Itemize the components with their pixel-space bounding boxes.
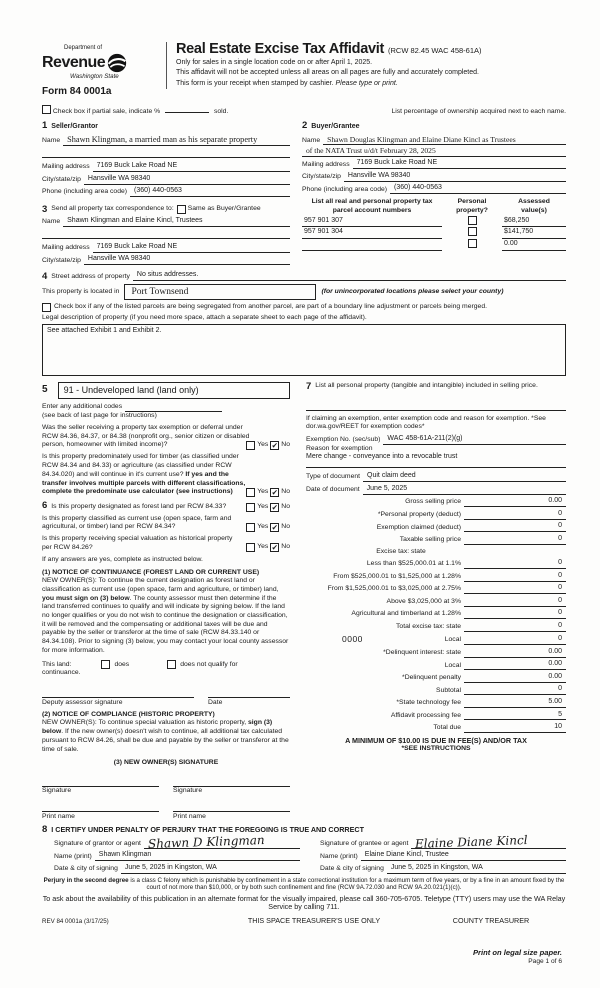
unincorporated-note: (for unincorporated locations please select your county)	[321, 287, 504, 295]
additional-codes-field[interactable]	[125, 403, 222, 412]
certification-section: 8 I CERTIFY UNDER PENALTY OF PERJURY THAT THE FOREGOING IS TRUE AND CORRECT Signature of grantor or agent Shawn D Klingman Name (print) Shawn Klingman Date & city of signing June 5, 2025 in Kingston, WA Signature of grantee or agent Elaine Diane Kincl Name (print) Elaine Diane Kincl, Trustee Date & city of signing June 5, 2025 in Kingston, WA	[42, 825, 566, 874]
minimum-due-note: A MINIMUM OF $10.00 IS DUE IN FEE(S) AND/OR TAX	[345, 735, 527, 745]
assessed-value-field[interactable]: $68,250	[502, 216, 566, 228]
buyer-column: 2 Buyer/Grantee Name Shawn Douglas Klingman and Elaine Diane Kincl as Trustees of the NATA Trust u/d/t February 28, 2025 Mailing address 7169 Buck Lake Road NE City/state/zip Hansville WA 98340 Phone (including area code) (360) 440-0563 List all real and personal property tax parcel account numbers Personal property? Assessed value(s) 957 901 307 $68,250 957 901 304 $141,750 0.00	[302, 121, 566, 265]
subtotal-field[interactable]: 0	[464, 685, 566, 695]
new-owner-printname-field[interactable]	[42, 802, 159, 812]
dept-of-label: Department of	[64, 45, 103, 51]
correspondence-city-field[interactable]: Hansville WA 98340	[84, 255, 290, 265]
parcel-table: List all real and personal property tax parcel account numbers Personal property? Assessed value(s) 957 901 307 $68,250 957 901 304 $141,750 0.00	[302, 198, 566, 250]
taxable-selling-price-field[interactable]: 0	[464, 535, 566, 545]
correspondence-name-field-2[interactable]	[42, 230, 290, 239]
correspondence-name-field[interactable]: Shawn Klingman and Elaine Kincl, Trustees	[63, 217, 290, 227]
land-does-not-checkbox[interactable]	[167, 660, 176, 669]
grantor-signature-field[interactable]	[144, 833, 300, 852]
correspondence-mailing-field[interactable]: 7169 Buck Lake Road NE	[93, 243, 290, 253]
assessed-value-field[interactable]: 0.00	[502, 239, 566, 251]
page-number: Page 1 of 6	[528, 957, 562, 965]
timber-yes-checkbox[interactable]	[246, 488, 255, 497]
grantor-date-city-field[interactable]: June 5, 2025 in Kingston, WA	[121, 864, 300, 874]
exemption-yes-checkbox[interactable]	[246, 441, 255, 450]
partial-sale-row	[42, 105, 228, 117]
legal-description-label: Legal description of property (if you need more space, attach a separate sheet to each page of the affidavit).	[42, 313, 367, 321]
grantor-signature-block: Signature of grantor or agent Shawn D Klingman Name (print) Shawn Klingman Date & city of signing June 5, 2025 in Kingston, WA	[54, 835, 300, 874]
county-treasurer-label: COUNTY TREASURER	[452, 916, 530, 926]
notice1-title: (1) NOTICE OF CONTINUANCE (FOREST LAND OR CURRENT USE)	[42, 568, 260, 576]
grantor-signature-script: Shawn D Klingman	[147, 833, 265, 852]
see-instructions-note: *SEE INSTRUCTIONS	[401, 744, 471, 752]
county-select[interactable]: Port Townsend	[124, 284, 316, 300]
title-block	[166, 42, 566, 89]
gross-selling-price-field[interactable]: 0.00	[464, 497, 566, 507]
partial-sale-percent-input[interactable]	[165, 112, 209, 113]
tax-tier1-field[interactable]: 0	[464, 559, 566, 569]
buyer-city-field[interactable]: Hansville WA 98340	[344, 172, 566, 182]
exemption-question: Was the seller receiving a property tax exemption or deferral under RCW 84.36, 84.37, or 84.38 (nonprofit org., senior citizen or disabled person, homeowner with limited income)? Yes ✔ No	[42, 423, 290, 450]
dor-logo-block	[42, 42, 160, 98]
grantee-signature-block: Signature of grantee or agent Elaine Diane Kincl Name (print) Elaine Diane Kincl, Trustee Date & city of signing June 5, 2025 in Kingston, WA	[320, 835, 566, 874]
revenue-logo-icon	[107, 53, 127, 73]
treasurer-use-label: THIS SPACE TREASURER'S USE ONLY	[247, 916, 381, 926]
exemption-note: If claiming an exemption, enter exemption code and reason for exemption. *See dor.wa.gov/REET for exemption codes*	[306, 414, 546, 431]
land-use-code-field[interactable]: 91 - Undeveloped land (land only)	[58, 382, 290, 399]
buyer-name-field[interactable]: Shawn Douglas Klingman and Elaine Diane Kincl as Trustees	[323, 135, 566, 146]
local-tax-field[interactable]: 0	[464, 635, 566, 645]
street-address-field[interactable]: No situs addresses.	[133, 271, 566, 281]
grantee-signature-script: Elaine Diane Kincl	[415, 833, 529, 852]
timber-question: Is this property predominately used for timber (as classified under RCW 84.34 and 84.33) or agriculture (as classified under RCW 84.34.020) and will continue in it's current use? If yes and the transfer involves multiple parcels with different classifications, complete the predominate use calculator (see instructions) Yes ✔ No	[42, 453, 290, 497]
parcel-number-field[interactable]: 957 901 307	[302, 216, 442, 228]
ownership-note: List percentage of ownership acquired next to each name.	[391, 108, 566, 116]
correspondence-label: Send all property tax correspondence to:	[51, 205, 174, 213]
grantee-signature-field[interactable]	[411, 833, 566, 852]
notice2-title: (2) NOTICE OF COMPLIANCE (HISTORIC PROPERTY)	[42, 710, 215, 718]
delinquent-interest-state-field[interactable]: 0.00	[464, 648, 566, 658]
grantee-printname-field[interactable]: Elaine Diane Kincl, Trustee	[361, 851, 566, 861]
affidavit-processing-fee-field[interactable]: 5	[464, 711, 566, 721]
tax-tier3-field[interactable]: 0	[464, 584, 566, 594]
total-excise-state-field[interactable]: 0	[464, 622, 566, 632]
personal-property-checkbox[interactable]	[468, 239, 477, 248]
revenue-wordmark: Revenue	[42, 53, 106, 71]
same-as-buyer-label: Same as Buyer/Grantee	[187, 205, 261, 213]
perjury-note: Perjury in the second degree is a class C felony which is punishable by confinement in a state correctional institution for a maximum term of five years, or by a fine in an amount fixed by the court of not more than $10,000, or by both such confinement and fine (RCW 9A.72.030 and RCW 9A.20.021(1)(c)).	[43, 876, 565, 892]
tax-tier4-field[interactable]: 0	[464, 597, 566, 607]
historical-no-checkbox[interactable]: ✔	[271, 543, 278, 553]
land-does-checkbox[interactable]	[101, 660, 110, 669]
tax-column: 7 List all personal property (tangible and intangible) included in selling price. If claiming an exemption, enter exemption code and reason for exemption. *See dor.wa.gov/REET for exemption codes* Exemption No. (sec/sub) WAC 458-61A-211(2)(g) Reason for exemption Mere change - conveyance into a revocable trust Type of document Quit claim deed Date of document June 5, 2025 Gross selling price 0.00 *Personal property (deduct) 0 Exemption claimed (deduct) 0 Taxable selling price 0 Excise tax: state Less than $525,000.01 at 1.1% 0 From $525,000.01 to $1,525,000 at 1.28% 0 From $1,525,000.01 to $3,025,000 at 2.75% 0 Above $3,025,000 at 3% 0 Agricultural and timberland at 1.28% 0 Total excise tax: state 0 0000 Local 0 *Delinquent interest: state 0.00 Local 0.00 *Delinquent penalty 0.00 Subtotal 0 *State technology fee 5.00 Affidavit processing fee 5 Total due 10 A MINIMUM OF $10.00 IS DUE IN FEE(S) AND/OR TAX *SEE INSTRUCTIONS	[306, 382, 566, 821]
form-number: Form 84 0001a	[42, 85, 112, 97]
delinquent-interest-local-field[interactable]: 0.00	[464, 660, 566, 670]
document-type-field[interactable]: Quit claim deed	[363, 472, 566, 482]
print-legal-note: Print on legal size paper.	[472, 948, 562, 957]
exemption-claimed-field[interactable]: 0	[464, 522, 566, 532]
rev-number: REV 84 0001a (3/17/25)	[42, 918, 109, 926]
forest-question: 6 Is this property designated as forest land per RCW 84.33? Yes ✔ No	[42, 499, 290, 512]
seller-phone-field[interactable]: (360) 440-0563	[130, 187, 290, 197]
use-classification-column: 5 91 - Undeveloped land (land only) Enter any additional codes (see back of last page for instructions) Was the seller receiving a property tax exemption or deferral under RCW 84.36, 84.37, or 84.38 (nonprofit org., senior citizen or disabled person, homeowner with limited income)? Yes ✔ No Is this property predominately used for timber (as classified under RCW 84.34 and 84.33) or agriculture (as classified under RCW 84.34.020) and will continue in it's current use? If yes and the transfer involves multiple parcels with different classifications, complete the predominate use calculator (see instructions) Yes ✔ No 6 Is this property designated as forest land per RCW 84.33? Yes ✔ No Is this property classified as current use (open space, farm and agricultural, or timber) land per RCW 84.34? Yes ✔ No Is this property receiving special valuation as historical property per RCW 84.26? Yes ✔ No If any answers are yes, complete as instructed below. (1) NOTICE OF CONTINUANCE (FOREST LAND OR CURRENT USE) NEW OWNER(S): To continue the current designation as forest land or classification as current use (open space, farm and agriculture, or timber) land, you must sign on (3) below. The county assessor must then determine if the land transferred continues to qualify and will indicate by signing below. If the land no longer qualifies or you do not wish to continue the designation or classification, it will be removed and the compensating or additional taxes will be due and payable by the seller or transferor at the time of sale (RCW 84.33.140 or 84.34.108). Prior to signing (3) below, you may contact your local county assessor for more information. This land: does does not qualify for continuance. Deputy assessor signature Date (2) NOTICE OF COMPLIANCE (HISTORIC PROPERTY) NEW OWNER(S): To continue special valuation as historic property, sign (3) below. If the new owner(s) doesn't wish to continue, all additional tax calculated pursuant to RCW 84.26, shall be due and payable by the seller or transferor at the time of sale. (3) NEW OWNER(S) SIGNATURE Signature Signature Print name Print name	[42, 382, 290, 821]
new-owner-printname-field[interactable]	[173, 802, 290, 812]
partial-sale-label: Check box if partial sale, indicate %	[52, 108, 161, 116]
parcel-number-field[interactable]: 957 901 304	[302, 227, 442, 239]
document-date-field[interactable]: June 5, 2025	[363, 485, 566, 495]
print-note-block	[473, 948, 562, 966]
state-technology-fee-field[interactable]: 5.00	[464, 698, 566, 708]
personal-property-label: List all personal property (tangible and intangible) included in selling price.	[315, 382, 538, 390]
new-owner-signature-field[interactable]	[173, 777, 290, 787]
partial-sale-checkbox[interactable]	[42, 105, 51, 114]
parcel-number-field[interactable]	[302, 239, 442, 251]
accessibility-note: To ask about the availability of this publication in an alternate format for the visually impaired, please call 360-705-6705. Teletype (TTY) users may use the WA Relay Service by calling 711.	[42, 893, 566, 911]
total-due-field[interactable]: 10	[464, 723, 566, 733]
personal-property-checkbox[interactable]	[468, 227, 477, 236]
form-header	[42, 42, 566, 98]
deputy-assessor-signature-field[interactable]	[42, 688, 194, 698]
seller-name-field[interactable]: Shawn Klingman, a married man as his separate property	[63, 135, 290, 147]
grantor-printname-field[interactable]: Shawn Klingman	[95, 851, 300, 861]
this-land-label: This land:	[42, 660, 72, 668]
header-note-3: This form is your receipt when stamped by cashier. Please type or print.	[176, 79, 398, 87]
historical-yes-checkbox[interactable]	[246, 543, 255, 552]
any-yes-note: If any answers are yes, complete as instructed below.	[42, 556, 203, 564]
page-title: Real Estate Excise Tax Affidavit	[176, 41, 384, 57]
header-note-2: This affidavit will not be accepted unless all areas on all pages are fully and accurately completed.	[176, 69, 479, 77]
exemption-number-field[interactable]: WAC 458-61A-211(2)(g)	[383, 435, 566, 445]
codes-instructions-note: (see back of last page for instructions)	[42, 411, 157, 419]
washington-state-label: Washington State	[70, 72, 119, 80]
reason-label: Reason for exemption	[306, 444, 373, 452]
historical-question: Is this property receiving special valuation as historical property per RCW 84.26? Yes ✔ No	[42, 534, 290, 553]
forest-no-checkbox[interactable]: ✔	[271, 502, 278, 512]
notice2-body: NEW OWNER(S): To continue special valuation as historic property, sign (3) below. If the new owner(s) doesn't wish to continue, all additional tax calculated pursuant to RCW 84.26, shall be due and payable by the seller or transferor at the time of sale.	[42, 719, 289, 753]
segregated-label: Check box if any of the listed parcels are being segregated from another parcel, are part of a boundary line adjustment or parcels being merged.	[54, 303, 487, 311]
tax-tier2-field[interactable]: 0	[464, 572, 566, 582]
new-owner-signature-field[interactable]	[42, 777, 159, 787]
assessed-value-field[interactable]: $141,750	[502, 227, 566, 239]
notice3-title: (3) NEW OWNER(S) SIGNATURE	[113, 759, 219, 767]
buyer-phone-field[interactable]: (360) 440-0563	[390, 184, 566, 194]
seller-column: 1 Seller/Grantor Name Shawn Klingman, a married man as his separate property Mailing address 7169 Buck Lake Road NE City/state/zip Hansville WA 98340 Phone (including area code) (360) 440-0563 3 Send all property tax correspondence to: Same as Buyer/Grantee Name Shawn Klingman and Elaine Kincl, Trustees Mailing address 7169 Buck Lake Road NE City/state/zip Hansville WA 98340	[42, 121, 290, 265]
grantee-date-city-field[interactable]: June 5, 2025 in Kingston, WA	[387, 864, 566, 874]
header-note-1: Only for sales in a single location code on or after April 1, 2025.	[176, 58, 373, 66]
forest-yes-checkbox[interactable]	[246, 503, 255, 512]
legal-description-field[interactable]: See attached Exhibit 1 and Exhibit 2.	[42, 324, 566, 376]
continuance-label: continuance.	[42, 669, 81, 677]
partial-sale-suffix: sold.	[213, 108, 229, 116]
certify-statement: I CERTIFY UNDER PENALTY OF PERJURY THAT THE FOREGOING IS TRUE AND CORRECT	[51, 825, 364, 835]
segregated-checkbox[interactable]	[42, 303, 51, 312]
buyer-mailing-field[interactable]: 7169 Buck Lake Road NE	[353, 159, 566, 169]
exemption-no-checkbox[interactable]: ✔	[271, 440, 278, 450]
personal-property-deduct-field[interactable]: 0	[464, 510, 566, 520]
seller-city-field[interactable]: Hansville WA 98340	[84, 175, 290, 185]
seller-name-field-2[interactable]	[42, 149, 290, 158]
timber-no-checkbox[interactable]: ✔	[271, 487, 278, 497]
excise-tax-state-header: Excise tax: state	[376, 547, 426, 555]
same-as-buyer-checkbox[interactable]	[177, 205, 186, 214]
personal-property-checkbox[interactable]	[468, 216, 477, 225]
reason-field[interactable]: Mere change - conveyance into a revocable trust	[306, 453, 458, 461]
agricultural-timberland-field[interactable]: 0	[464, 609, 566, 619]
buyer-section-title: Buyer/Grantee	[311, 123, 360, 131]
buyer-name-field-2[interactable]: of the NATA Trust u/d/t February 28, 2025	[302, 146, 566, 157]
footer-row	[42, 916, 566, 926]
local-code-value: 0000	[342, 634, 363, 645]
deputy-assessor-date-field[interactable]	[208, 688, 290, 698]
delinquent-penalty-field[interactable]: 0.00	[464, 673, 566, 683]
notice1-body: NEW OWNER(S): To continue the current designation as forest land or classification as current use (open space, farm and agriculture, or timber) land, you must sign on (3) below. The county assessor must then determine if the land transferred continues to qualify and will indicate by signing below. If the land no longer qualifies or you do not wish to continue the designation or classification, it will be removed and the compensating or additional taxes will be due and payable by the seller or transferor at the time of sale (RCW 84.33.140 or 84.34.108). Prior to signing (3) below, you may contact your local county assessor for more information.	[42, 577, 289, 654]
located-in-label: This property is located in	[42, 287, 120, 295]
current-use-no-checkbox[interactable]: ✔	[271, 522, 278, 532]
seller-section-title: Seller/Grantor	[51, 123, 98, 131]
rcw-reference: (RCW 82.45 WAC 458-61A)	[388, 46, 482, 55]
property-section: 4 Street address of property No situs addresses. This property is located in Port Townsend (for unincorporated locations please select your county) Check box if any of the listed parcels are being segregated from another parcel, are part of a boundary line adjustment or parcels being merged. Legal description of property (if you need more space, attach a separate sheet to each page of the affidavit). See attached Exhibit 1 and Exhibit 2.	[42, 271, 566, 376]
current-use-question: Is this property classified as current use (open space, farm and agricultural, or timber) land per RCW 84.34? Yes ✔ No	[42, 514, 290, 532]
seller-mailing-field[interactable]: 7169 Buck Lake Road NE	[93, 162, 290, 172]
current-use-yes-checkbox[interactable]	[246, 523, 255, 532]
